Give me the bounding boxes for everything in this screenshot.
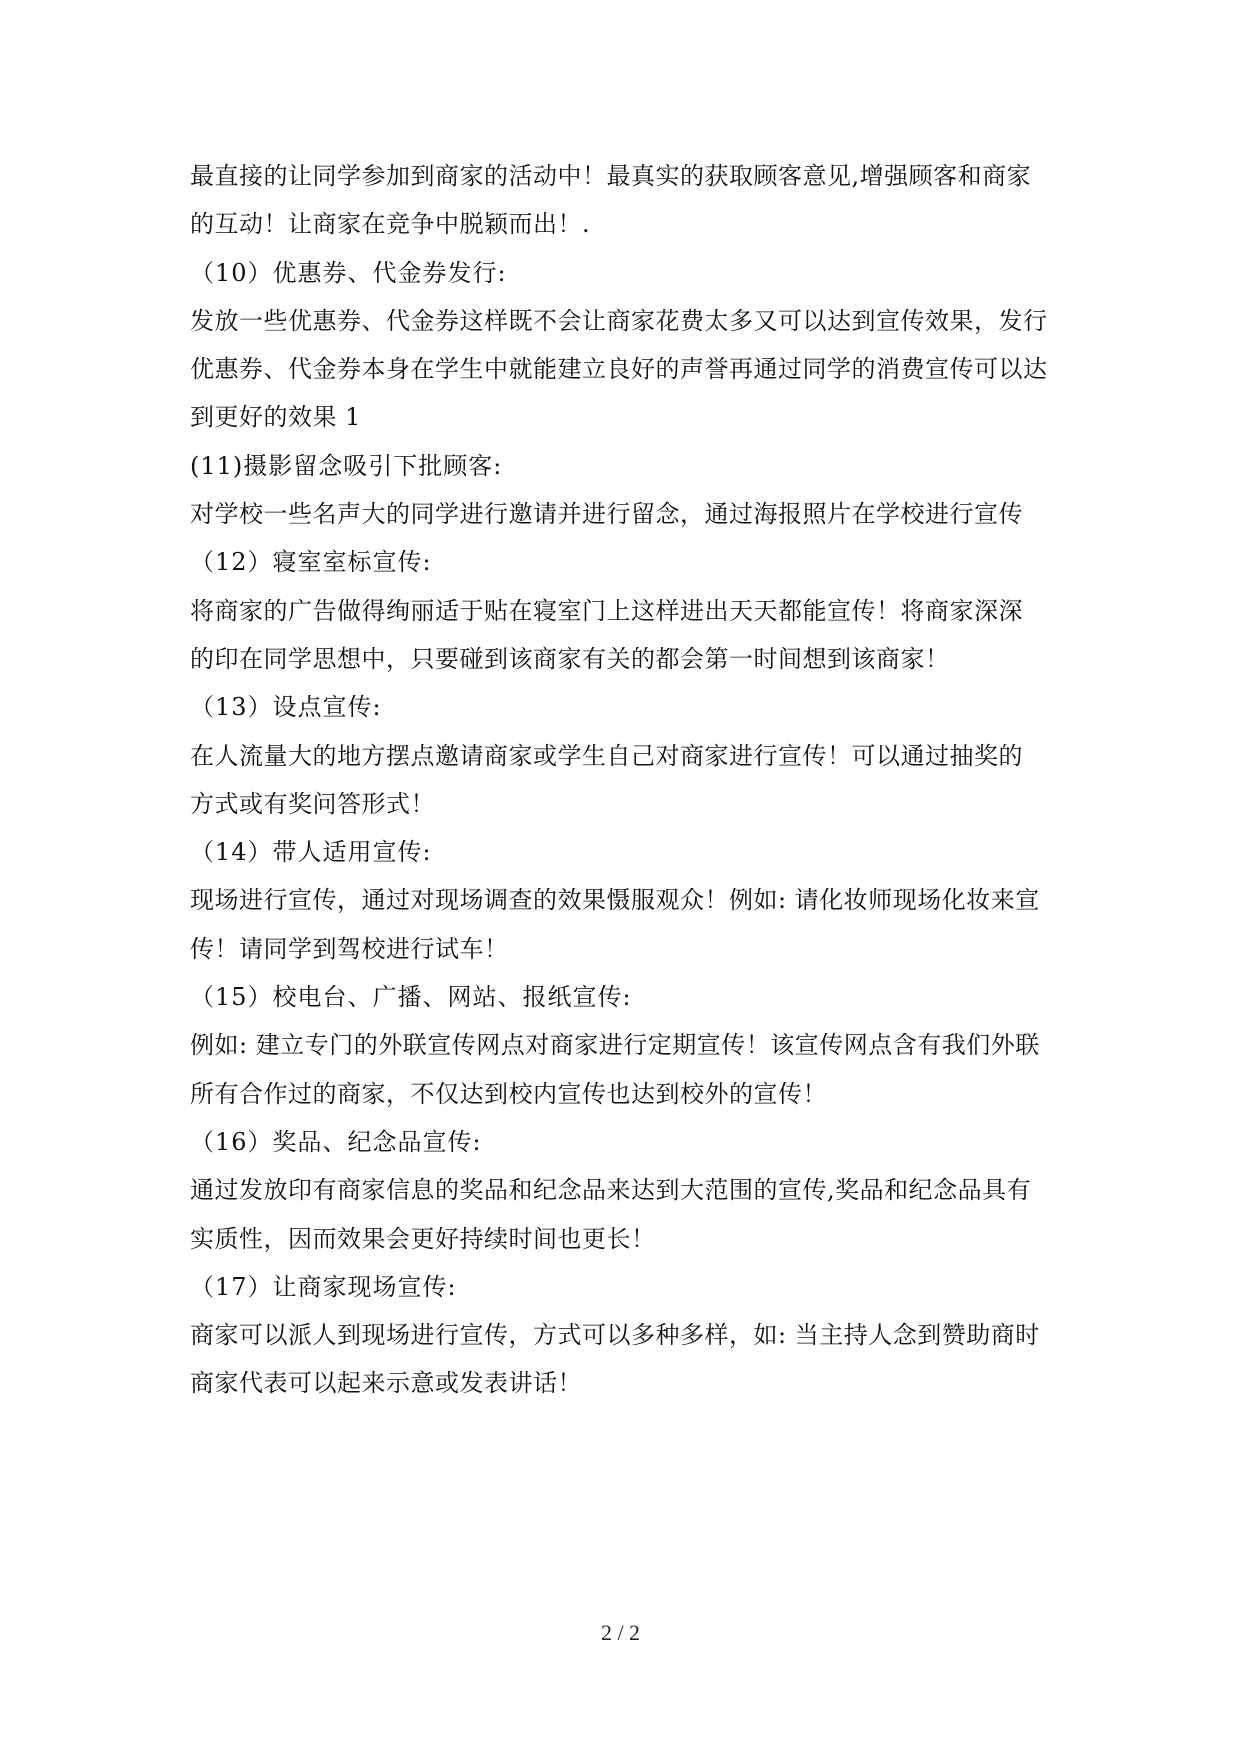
paragraph-line: 通过发放印有商家信息的奖品和纪念品来达到大范围的宣传,奖品和纪念品具有 (190, 1176, 1032, 1205)
section-heading-17: （17）让商家现场宣传: (190, 1272, 457, 1301)
paragraph-line: 方式或有奖问答形式！ (190, 789, 435, 818)
section-heading-14: （14）带人适用宣传: (190, 838, 432, 867)
paragraph-line: 优惠券、代金券本身在学生中就能建立良好的声誉再通过同学的消费宣传可以达 (190, 355, 1048, 384)
paragraph-line: 商家代表可以起来示意或发表讲话！ (190, 1369, 582, 1398)
paragraph-line: 在人流量大的地方摆点邀请商家或学生自己对商家进行宣传！可以通过抽奖的 (190, 741, 1023, 770)
paragraph-line: 现场进行宣传，通过对现场调查的效果慑服观众！例如: 请化妆师现场化妆来宣 (190, 886, 1040, 915)
paragraph-line: 将商家的广告做得绚丽适于贴在寝室门上这样进出天天都能宣传！将商家深深 (190, 596, 1023, 625)
paragraph-line: 发放一些优惠券、代金券这样既不会让商家花费太多又可以达到宣传效果，发行 (190, 306, 1048, 335)
section-heading-11: (11)摄影留念吸引下批顾客: (190, 451, 503, 480)
paragraph-line: 到更好的效果 1 (190, 403, 361, 432)
paragraph-line: 最直接的让同学参加到商家的活动中！最真实的获取顾客意见,增强顾客和商家 (190, 162, 1032, 190)
section-heading-13: （13）设点宣传: (190, 693, 382, 722)
page-number: 2 / 2 (600, 1620, 641, 1645)
paragraph-line: 所有合作过的商家，不仅达到校内宣传也达到校外的宣传！ (190, 1079, 827, 1108)
paragraph-line: 对学校一些名声大的同学进行邀请并进行留念，通过海报照片在学校进行宣传 (190, 500, 1023, 529)
section-heading-10: （10）优惠券、代金券发行: (190, 258, 507, 287)
paragraph-line: 实质性，因而效果会更好持续时间也更长！ (190, 1224, 656, 1253)
document-body (190, 152, 1060, 1408)
paragraph-line: 的互动！让商家在竞争中脱颖而出！. (190, 210, 591, 239)
paragraph-line: 传！请同学到驾校进行试车！ (190, 934, 509, 963)
section-heading-12: （12）寝室室标宣传: (190, 548, 432, 577)
section-heading-15: （15）校电台、广播、网站、报纸宣传: (190, 983, 632, 1012)
paragraph-line: 的印在同学思想中，只要碰到该商家有关的都会第一时间想到该商家！ (190, 644, 950, 673)
section-heading-16: （16）奖品、纪念品宣传: (190, 1127, 482, 1156)
paragraph-line: 商家可以派人到现场进行宣传，方式可以多种多样，如: 当主持人念到赞助商时 (190, 1321, 1040, 1350)
paragraph-line: 例如: 建立专门的外联宣传网点对商家进行定期宣传！该宣传网点含有我们外联 (190, 1031, 1040, 1060)
